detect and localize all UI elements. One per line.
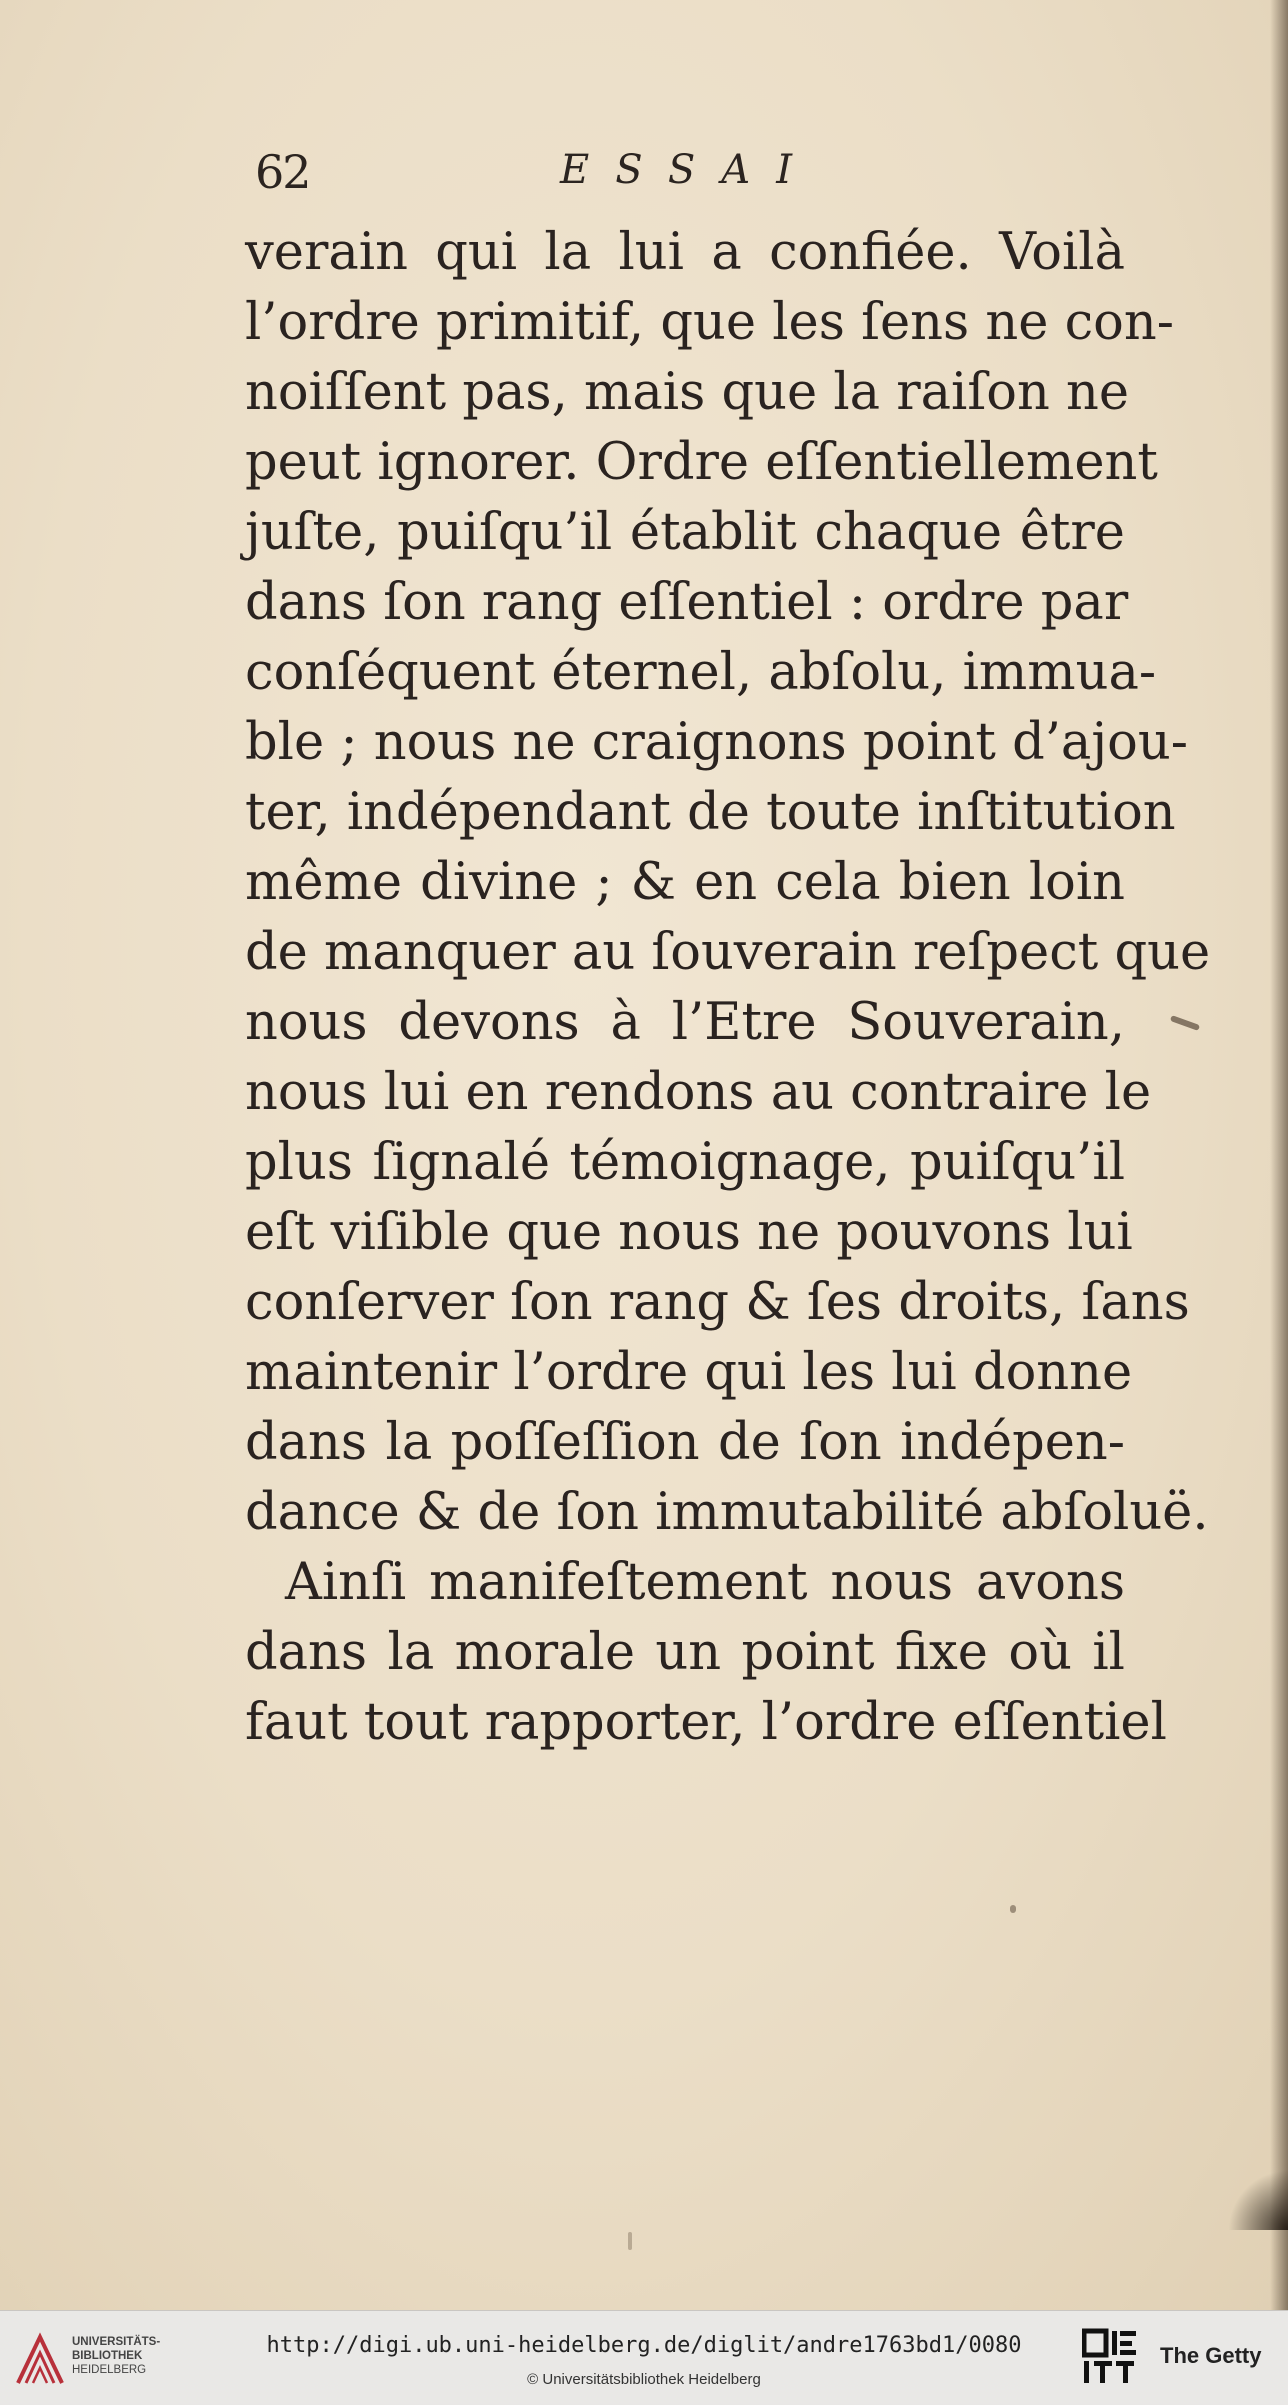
permalink-url[interactable]: http://digi.ub.uni-heidelberg.de/diglit/andre1763bd1/0080 (266, 2333, 1022, 2358)
body-text (245, 218, 1211, 1758)
text-line: nous devons à l’Etre Souverain, (245, 993, 1125, 1052)
text-line: faut tout rapporter, l’ordre eſſentiel (245, 1693, 1167, 1752)
text-line: conſéquent éternel, abſolu, immua- (245, 643, 1157, 702)
running-head: ESSAI (560, 147, 818, 193)
text-line: dans la morale un point fixe où il (245, 1623, 1125, 1682)
text-line: de manquer au ſouverain reſpect que (245, 923, 1211, 982)
text-line: verain qui la lui a confiée. Voilà (245, 223, 1125, 282)
paper-blemish (1010, 1905, 1016, 1913)
text-line: l’ordre primitif, que les ſens ne con- (245, 293, 1174, 352)
partner-name: The Getty (1160, 2343, 1262, 2368)
text-line: noiſſent pas, mais que la raiſon ne (245, 363, 1130, 422)
text-line: conſerver ſon rang & ſes droits, ſans (245, 1273, 1190, 1332)
page-edge-shadow (1270, 0, 1288, 2310)
page-number: 62 (255, 145, 310, 199)
institution-name: UNIVERSITÄTS- BIBLIOTHEK HEIDELBERG (72, 2336, 161, 2376)
text-line: ter, indépendant de toute inſtitution (245, 783, 1176, 842)
text-line: dance & de ſon immutabilité abſoluë. (245, 1483, 1209, 1542)
text-line: même divine ; & en cela bien loin (245, 853, 1125, 912)
page-header (255, 145, 1155, 215)
text-line: plus ſignalé témoignage, puiſqu’il (245, 1133, 1125, 1192)
text-line: ble ; nous ne craignons point d’ajou- (245, 713, 1188, 772)
viewer-footer (0, 2310, 1288, 2405)
text-line: maintenir l’ordre qui les lui donne (245, 1343, 1133, 1402)
text-line: dans la poſſeſſion de ſon indépen- (245, 1413, 1125, 1472)
text-line: peut ignorer. Ordre eſſentiellement (245, 433, 1158, 492)
paper-blemish (1170, 1015, 1200, 1031)
getty-logo-icon[interactable] (1082, 2327, 1138, 2387)
paper-blemish (628, 2232, 632, 2250)
page-corner-shadow (1228, 2170, 1288, 2230)
text-line: dans ſon rang eſſentiel : ordre par (245, 573, 1129, 632)
text-line: juſte, puiſqu’il établit chaque être (245, 503, 1125, 562)
text-line: nous lui en rendons au contraire le (245, 1063, 1152, 1122)
text-line-paragraph-start: Ainſi manifeſtement nous avons (285, 1553, 1125, 1612)
copyright-notice: © Universitätsbibliothek Heidelberg (527, 2371, 761, 2388)
text-line: eſt viſible que nous ne pouvons lui (245, 1203, 1133, 1262)
